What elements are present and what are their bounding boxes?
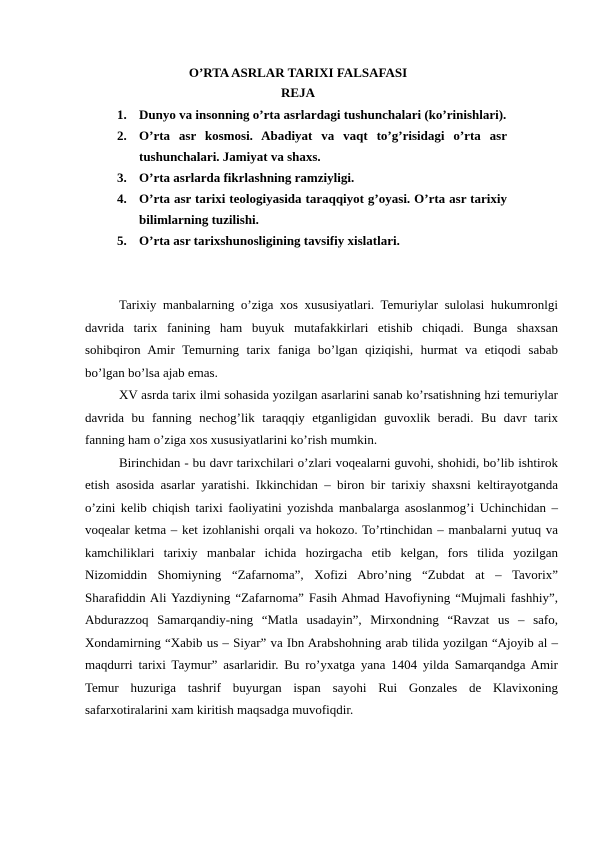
plan-item <box>117 188 507 230</box>
plan-item-number: 5. <box>117 233 127 248</box>
body-text <box>85 294 558 722</box>
plan-item-number: 1. <box>117 107 127 122</box>
paragraph: Birinchidan - bu davr tarixchilari o’zlari voqealarni guvohi, shohidi, bo’lib ishtirok etish asosida asarlar yaratishi. Ikkinchidan – biron bir tarixiy shaxsni keltirayotganda o’zini kelib chiqish tarixi faoliyatini yozishda manbalarga asoslanmog’i Uchinchidan – voqealar ketma – ket izohlanishi orqali va hokozo. To’rtinchidan – manbalarni yutuq va kamchiliklari tarixiy manbalar ichida hozirgacha etib kelgan, fors tilida yozilgan Nizomiddin Shomiyning “Zafarnoma”, Xofizi Abro’ning “Zubdat at – Tavorix” Sharafiddin Ali Yazdiyning “Zafarnoma” Fasih Ahmad Havofiyning “Mujmali fashhiy”, Abdurazzoq Samarqandiy-ning “Matla usadayin”, Mirxondning “Ravzat us – safo, Xondamirning “Xabib us – Siyar” va Ibn Arabshohning arab tilida yozilgan “Ajoyib al – maqdurri tarixi Taymur” asarlaridir. Bu ro’yxatga yana 1404 yilda Samarqandga Amir Temur huzuriga tashrif buyurgan ispan sayohi Rui Gonzales de Klavixoning safarxotiralarini xam kiritish maqsadga muvofiqdir. <box>85 454 558 717</box>
plan-item-text: O’rta asrlarda fikrlashning ramziyligi. <box>139 170 355 185</box>
plan-item-text: O’rta asr tarixi teologiyasida taraqqiyot g’oyasi. O’rta asr tarixiy bilimlarning tuzilishi. <box>139 191 507 227</box>
document-title: O’RTA ASRLAR TARIXI FALSAFASI <box>188 65 408 80</box>
plan-heading: REJA <box>281 85 315 100</box>
plan-item-number: 4. <box>117 191 127 206</box>
plan-item-text: O’rta asr tarixshunosligining tavsifiy xislatlari. <box>139 233 400 248</box>
plan-item <box>117 125 507 167</box>
plan-item <box>117 230 507 251</box>
plan-list <box>117 104 507 251</box>
plan-item-number: 2. <box>117 128 127 143</box>
plan-item <box>117 104 507 125</box>
plan-item <box>117 167 507 188</box>
plan-item-number: 3. <box>117 170 127 185</box>
plan-item-text: Dunyo va insonning o’rta asrlardagi tushunchalari (ko’rinishlari). <box>139 107 507 122</box>
plan-item-text: O’rta asr kosmosi. Abadiyat va vaqt to’g’risidagi o’rta asr tushunchalari. Jamiyat va shaxs. <box>139 128 507 164</box>
paragraph: XV asrda tarix ilmi sohasida yozilgan asarlarini sanab ko’rsatishning hzi temuriylar davrida bu fanning nechog’lik taraqqiy etganligidan guvoxlik beradi. Bu davr tarix fanning ham o’ziga xos xususiyatlarini ko’rish mumkin. <box>85 387 558 447</box>
paragraph: Tarixiy manbalarning o’ziga xos xususiyatlari. Temuriylar sulolasi hukumronlgi davrida tarix fanining ham buyuk mutafakkirlari etishib chiqadi. Bunga shaxsan sohibqiron Amir Temurning tarix faniga bo’lgan qiziqishi, hurmat va etiqodi sabab bo’lgan bo’lsa ajab emas. <box>85 297 558 380</box>
